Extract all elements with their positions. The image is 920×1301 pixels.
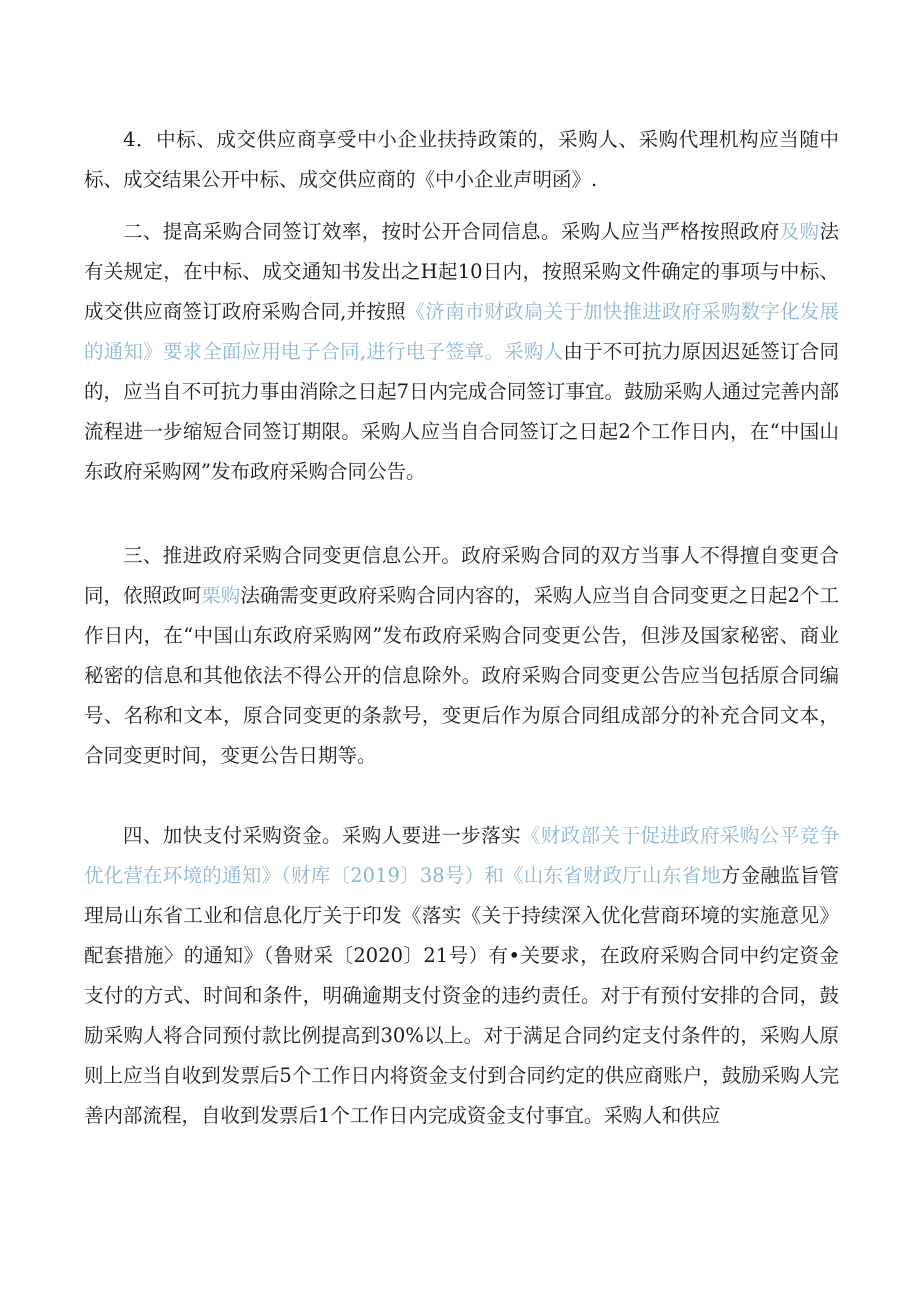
paragraph-sme-declaration [84,120,839,200]
paragraph-text: 由于不可抗力原因迟延签订合同的，应当自不可抗力事由消除之日起7日内完成合同签订事宜。鼓励采购人通过完善内部流程进一步缩短合同签订期限。采购人应当自合同签订之日起2个工作日内，在“中国山东政府采购网”发布政府采购合同公告。 [84,340,839,483]
paragraph-text: 法有关规定，在中标、成交通知书发出之H起10日内，按照采购文件确定的事项与中标、成交供应商签订政府采购合同,并按照 [84,220,839,323]
paragraph-contract-change [84,536,839,776]
paragraph-text: 三、推进政府采购合同变更信息公开。政府采购合同的双方当事人不得擅自变更合同，依照政呵 [84,544,839,607]
paragraph-payment [84,816,839,1136]
paragraph-text: 4．中标、成交供应商享受中小企业扶持政策的，采购人、采购代理机构应当随中标、成交结果公开中标、成交供应商的《中小企业声明函》. [84,128,839,191]
inline-link[interactable]: 《济南市财政扃关于加快推进政府采购数字化发展的通知》要求全面应用电子合同,进行电子签章。采购人 [84,300,839,363]
inline-link[interactable]: 栗购 [201,584,241,607]
paragraph-text: 法确需变更政府采购合同内容的，采购人应当自合同变更之日起2个工作日内，在“中国山东政府采购网”发布政府采购合同变更公告，但涉及国家秘密、商业秘密的信息和其他依法不得公开的信息除外。政府采购合同变更公告应当包括原合同编号、名称和文本，原合同变更的条款号，变更后作为原合同组成部分的补充合同文本，合同变更时间，变更公告日期等。 [84,584,839,767]
paragraph-contract-signing [84,212,839,492]
inline-link[interactable]: 《财政部关于促进政府采购公平竞争优化营在环境的通知》（财库〔2019〕38号）和《山东省财政厅山东省地 [84,824,839,887]
inline-link[interactable]: 及购 [779,220,820,243]
paragraph-text: 二、提高采购合同签订效率，按时公开合同信息。采购人应当严格按照政府 [123,220,780,243]
paragraph-text: 四、加快支付采购资金。采购人要进一步落实 [123,824,521,847]
paragraph-text: 方金融监旨管理局山东省工业和信息化厅关于印发《落实《关于持续深入优化营商环境的实施意见》配套措施〉的通知》（鲁财采〔2020〕21号）有•关要求，在政府采购合同中约定资金支付的方式、时间和条件，明确逾期支付资金的违约责任。对于有预付安排的合同，鼓励采购人将合同预付款比例提高到30%以上。对于满足合同约定支付条件的，采购人原则上应当自收到发票后5个工作日内将资金支付到合同约定的供应商账户，鼓励采购人完善内部流程，自收到发票后1个工作日内完成资金支付事宜。采购人和供应 [84,864,839,1127]
